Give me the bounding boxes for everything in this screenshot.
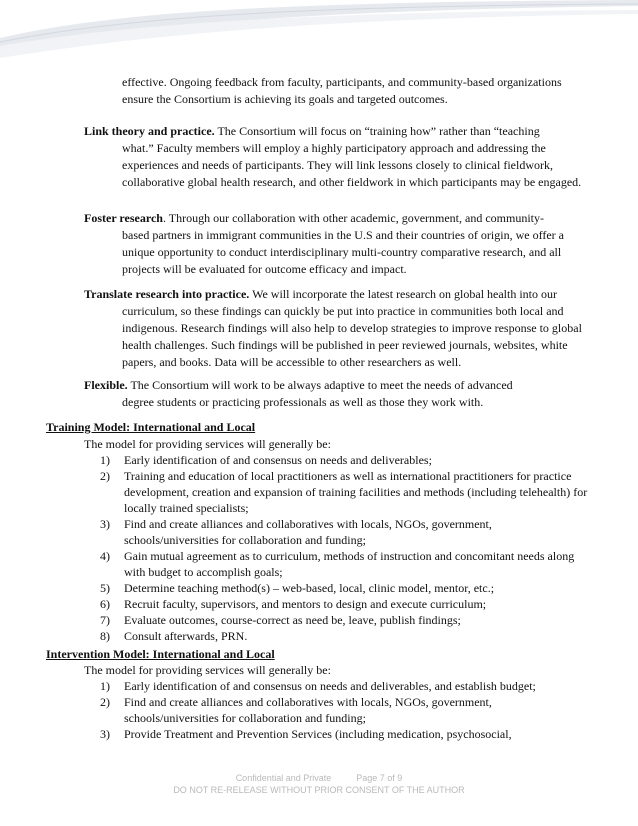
principle-lead: Link theory and practice. bbox=[84, 124, 215, 138]
list-number: 1) bbox=[100, 679, 110, 693]
header-swoosh-decoration bbox=[0, 0, 638, 70]
list-text: Early identification of and consensus on needs and deliverables, and establish budget; bbox=[124, 679, 536, 693]
principle-lead: Foster research bbox=[84, 211, 163, 225]
intro-line-1: effective. Ongoing feedback from faculty, participants, and community-based organizations bbox=[122, 75, 562, 89]
list-number: 6) bbox=[100, 597, 110, 611]
page-footer bbox=[0, 772, 638, 796]
principle-body: curriculum, so these findings can quickly be put into practice in communities both local and indigenous. Research findings will also help to develop strategies to improve response to global health challenges. Such findings will be published in peer reviewed journals, websites, white papers, and books. Data will be accessible to other researchers as well. bbox=[122, 304, 582, 369]
training-model-list bbox=[100, 452, 588, 644]
list-item bbox=[100, 452, 588, 468]
training-model-intro: The model for providing services will generally be: bbox=[84, 437, 331, 451]
list-number: 1) bbox=[100, 453, 110, 467]
principle-first-line: The Consortium will work to be always adaptive to meet the needs of advanced bbox=[127, 378, 513, 392]
list-number: 3) bbox=[100, 727, 110, 741]
principle-body: what.” Faculty members will employ a highly participatory approach and addressing the experiences and needs of participants. They will link lessons closely to clinical fieldwork, collaborative global health research, and other fieldwork in which participants may be engaged. bbox=[122, 141, 582, 189]
list-item bbox=[100, 678, 588, 694]
intro-line-2: ensure the Consortium is achieving its goals and targeted outcomes. bbox=[122, 92, 448, 106]
list-text: Gain mutual agreement as to curriculum, methods of instruction and concomitant needs along with budget to accomplish goals; bbox=[124, 549, 575, 579]
list-text: Find and create alliances and collaboratives with locals, NGOs, government, schools/universities for collaboration and funding; bbox=[124, 517, 492, 547]
list-text: Consult afterwards, PRN. bbox=[124, 629, 248, 643]
list-item bbox=[100, 596, 588, 612]
list-number: 2) bbox=[100, 695, 110, 709]
intro-paragraph bbox=[122, 74, 592, 108]
principle-foster-research bbox=[84, 210, 584, 278]
principle-lead: Translate research into practice. bbox=[84, 287, 250, 301]
list-text: Early identification of and consensus on needs and deliverables; bbox=[124, 453, 432, 467]
training-model-heading: Training Model: International and Local bbox=[46, 420, 256, 434]
list-text: Provide Treatment and Prevention Services (including medication, psychosocial, bbox=[124, 727, 512, 741]
list-text: Determine teaching method(s) – web-based, local, clinic model, mentor, etc.; bbox=[124, 581, 495, 595]
intervention-model-heading: Intervention Model: International and Local bbox=[46, 647, 275, 661]
list-number: 5) bbox=[100, 581, 110, 595]
principle-body: based partners in immigrant communities in the U.S and their countries of origin, we offer a unique opportunity to conduct interdisciplinary multi-country comparative research, and all projects will be evaluated for outcome efficacy and impact. bbox=[122, 228, 565, 276]
list-text: Find and create alliances and collaboratives with locals, NGOs, government, schools/universities for collaboration and funding; bbox=[124, 695, 492, 725]
principle-link-theory bbox=[84, 123, 584, 191]
intervention-model-intro: The model for providing services will generally be: bbox=[84, 663, 331, 677]
list-text: Recruit faculty, supervisors, and mentors to design and execute curriculum; bbox=[124, 597, 487, 611]
list-number: 2) bbox=[100, 469, 110, 483]
list-item bbox=[100, 516, 588, 548]
principle-flexible bbox=[84, 377, 584, 411]
principle-first-line: . Through our collaboration with other academic, government, and community- bbox=[162, 211, 544, 225]
principle-body: degree students or practicing professionals as well as those they work with. bbox=[122, 395, 484, 409]
list-item bbox=[100, 694, 588, 726]
principle-first-line: The Consortium will focus on “training how” rather than “teaching bbox=[214, 124, 540, 138]
swoosh-band-inner bbox=[0, 10, 638, 58]
list-item bbox=[100, 548, 588, 580]
footer-page-number: Page 7 of 9 bbox=[356, 773, 403, 783]
list-item bbox=[100, 628, 588, 644]
list-item bbox=[100, 612, 588, 628]
principle-lead: Flexible. bbox=[84, 378, 128, 392]
list-text: Evaluate outcomes, course-correct as need be, leave, publish findings; bbox=[124, 613, 461, 627]
list-number: 3) bbox=[100, 517, 110, 531]
list-item bbox=[100, 468, 588, 516]
footer-confidential: Confidential and Private bbox=[235, 773, 332, 783]
list-text: Training and education of local practitioners as well as international practitioners for practice development, creation and expansion of training facilities and methods (including telehealth) for locally trained specialists; bbox=[124, 469, 588, 515]
list-item bbox=[100, 726, 588, 742]
principle-translate-research bbox=[84, 286, 584, 371]
list-number: 8) bbox=[100, 629, 110, 643]
list-number: 4) bbox=[100, 549, 110, 563]
intervention-model-list bbox=[100, 678, 588, 742]
list-number: 7) bbox=[100, 613, 110, 627]
footer-notice: DO NOT RE-RELEASE WITHOUT PRIOR CONSENT OF THE AUTHOR bbox=[173, 785, 465, 795]
list-item bbox=[100, 580, 588, 596]
principle-first-line: We will incorporate the latest research on global health into our bbox=[249, 287, 558, 301]
